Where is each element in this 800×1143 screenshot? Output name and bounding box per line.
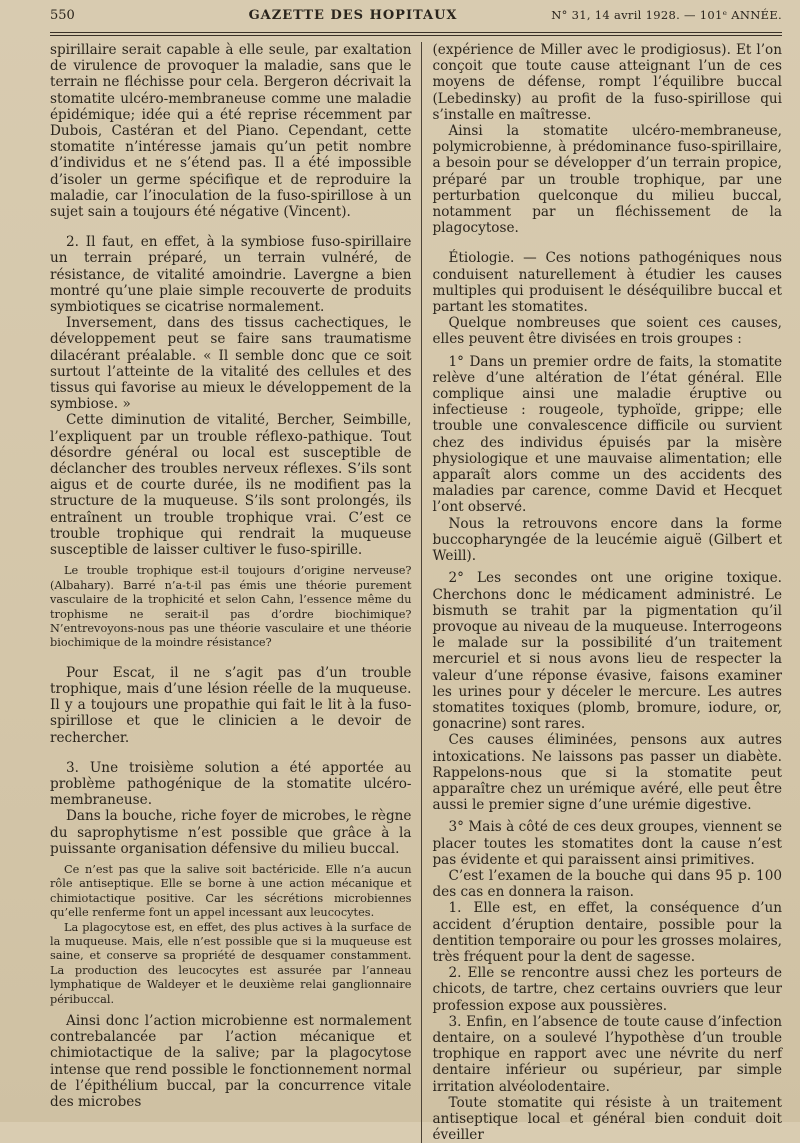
left-column [50, 42, 421, 1143]
right-column [421, 42, 782, 1143]
page-header [50, 8, 782, 33]
issue-info: N° 31, 14 avril 1928. — 101ᵉ ANNÉE. [551, 8, 782, 22]
paragraph: Dans la bouche, riche foyer de microbes, le règne du saprophytisme n’est possible que grâce à la puissante organisation défensive du milieu buccal. [50, 808, 412, 857]
paragraph: 3° Mais à côté de ces deux groupes, viennent se placer toutes les stomatites dont la cause n’est pas évidente et qui paraissent ainsi primitives. [432, 819, 782, 868]
paragraph: Inversement, dans des tissus cachectiques, le développement peut se faire sans traumatisme dilacérant préalable. « Il semble donc que ce soit surtout l’atteinte de la vitalité des cellules et des tissus qui favorise au mieux le développement de la symbiose. » [50, 315, 412, 413]
journal-title: GAZETTE DES HOPITAUX [248, 8, 458, 23]
paragraph: Ces causes éliminées, pensons aux autres intoxications. Ne laissons pas passer un diabète. Rappelons-nous que si la stomatite peut apparaître chez un urémique avéré, elle peut être aussi le premier signe d’une urémie digestive. [432, 732, 782, 814]
paragraph: Ainsi donc l’action microbienne est normalement contrebalancée par l’action mécanique et chimiotactique de la salive; par la plagocytose intense que rend possible le fonctionnement normal de l’épithélium buccal, par la concurrence vitale des microbes [50, 1013, 412, 1111]
note-paragraph: Le trouble trophique est-il toujours d’origine nerveuse? (Albahary). Barré n’a-t-il pas émis une théorie purement vasculaire de la trophicité et selon Cahn, l’essence même du trophisme ne serait-il pas d’ordre biochimique? N’entrevoyons-nous pas une théorie vasculaire et une théorie biochimique de la moindre résistance? [50, 564, 412, 650]
paragraph: Pour Escat, il ne s’agit pas d’un trouble trophique, mais d’une lésion réelle de la muqueuse. Il y a toujours une propathie qui fait le lit à la fuso-spirillose et que le clinicien a le devoir de rechercher. [50, 664, 412, 746]
section-etiologie: Étiologie. — Ces notions pathogéniques nous conduisent naturellement à étudier les causes multiples qui produisent le déséquilibre buccal et partant les stomatites. [432, 250, 782, 316]
header-rule [50, 35, 782, 36]
paragraph: 3. Une troisième solution a été apportée au problème pathogénique de la stomatite ulcéro-membraneuse. [50, 759, 412, 809]
note-paragraph: La plagocytose est, en effet, des plus actives à la surface de la muqueuse. Mais, elle n’est possible que si la muqueuse est saine, et conserve sa propriété de desquamer constamment. La production des leucocytes est assurée par l’anneau lymphatique de Waldeyer et le deuxième relai ganglionnaire péribuccal. [50, 920, 412, 1006]
paragraph: 1. Elle est, en effet, la conséquence d’un accident d’éruption dentaire, possible pour la dentition temporaire ou pour les grosses molaires, très fréquent pour la dent de sagesse. [432, 900, 782, 965]
paragraph: 2° Les secondes ont une origine toxique. Cherchons donc le médicament administré. Le bismuth se trahit par la pigmentation qu’il provoque au niveau de la muqueuse. Interrogeons le malade sur la possibilité d’un traitement mercuriel et si nous avons lieu de respecter la valeur d’une réponse évasive, faisons examiner les urines pour y déceler le mercure. Les autres stomatites toxiques (plomb, bromure, iodure, or, gonacrine) sont rares. [432, 570, 782, 733]
paragraph: 3. Enfin, en l’absence de toute cause d’infection dentaire, on a soulevé l’hypothèse d’un trouble trophique en rapport avec une névrite du nerf dentaire inférieur ou supérieur, par simple irritation alvéolodentaire. [432, 1013, 782, 1095]
paragraph: C’est l’examen de la bouche qui dans 95 p. 100 des cas en donnera la raison. [432, 867, 782, 901]
paragraph: Quelque nombreuses que soient ces causes, elles peuvent être divisées en trois groupes : [432, 315, 782, 348]
paragraph: 2. Il faut, en effet, à la symbiose fuso-spirillaire un terrain préparé, un terrain vulnéré, de résistance, de vitalité amoindrie. Lavergne a bien montré qu’une plaie simple recouverte de produits symbiotiques se cicatrise normalement. [50, 234, 412, 316]
paragraph: Ainsi la stomatite ulcéro-membraneuse, polymicrobienne, à prédominance fuso-spirillaire, a besoin pour se développer d’un terrain propice, préparé par un trouble trophique, par une perturbation quelconque du milieu buccal, notamment par un fléchissement de la plagocytose. [432, 123, 782, 237]
text-columns [50, 42, 782, 1143]
paragraph: (expérience de Miller avec le prodigiosus). Et l’on conçoit que toute cause atteignant l’un de ces moyens de défense, rompt l’équilibre buccal (Lebedinsky) au profit de la fuso-spirillose qui s’installe en maîtresse. [432, 42, 782, 123]
paragraph: Toute stomatite qui résiste à un traitement antiseptique local et général bien conduit doit éveiller [432, 1094, 782, 1143]
paragraph: spirillaire serait capable à elle seule, par exaltation de virulence de provoquer la maladie, sans que le terrain ne fléchisse pour cela. Bergeron décrivait la stomatite ulcéro-membraneuse comme une maladie épidémique; idée qui a été reprise récemment par Dubois, Castéran et del Piano. Cependant, cette stomatite n’intéresse jamais qu’un petit nombre d’individus et ne s’étend pas. Il a été impossible d’isoler un germe spécifique et de reproduire la maladie, car l’inoculation de la fuso-spirillose à un sujet sain a toujours été négative (Vincent). [50, 42, 412, 221]
note-paragraph: Ce n’est pas que la salive soit bactéricide. Elle n’a aucun rôle antiseptique. Elle se borne à une action mécanique et chimiotactique positive. Car les sécrétions microbiennes qu’elle renferme font un appel incessant aux leucocytes. [50, 862, 412, 920]
paragraph: Cette diminution de vitalité, Bercher, Seimbille, l’expliquent par un trouble réflexo-pathique. Tout désordre général ou local est susceptible de déclancher des troubles nerveux réflexes. S’ils sont aigus et de courte durée, ils ne modifient pas la structure de la muqueuse. S’ils sont prolongés, ils entraînent un trouble trophique vrai. C’est ce trouble trophique qui rendrait la muqueuse susceptible de laisser cultiver le fuso-spirille. [50, 412, 412, 559]
page-number: 550 [50, 8, 75, 23]
paragraph: Nous la retrouvons encore dans la forme buccopharyngée de la leucémie aiguë (Gilbert et Weill). [432, 515, 782, 565]
paragraph: 2. Elle se rencontre aussi chez les porteurs de chicots, de tartre, chez certains ouvriers que leur profession expose aux poussières. [432, 965, 782, 1014]
paragraph: 1° Dans un premier ordre de faits, la stomatite relève d’une altération de l’état général. Elle complique ainsi une maladie éruptive ou infectieuse : rougeole, typhoïde, grippe; elle trouble une convalescence difficile ou survient chez des individus épuisés par la misère physiologique et une mauvaise alimentation; elle apparaît alors comme un des accidents des maladies par carence, comme David et Hecquet l’ont observé. [432, 353, 782, 516]
